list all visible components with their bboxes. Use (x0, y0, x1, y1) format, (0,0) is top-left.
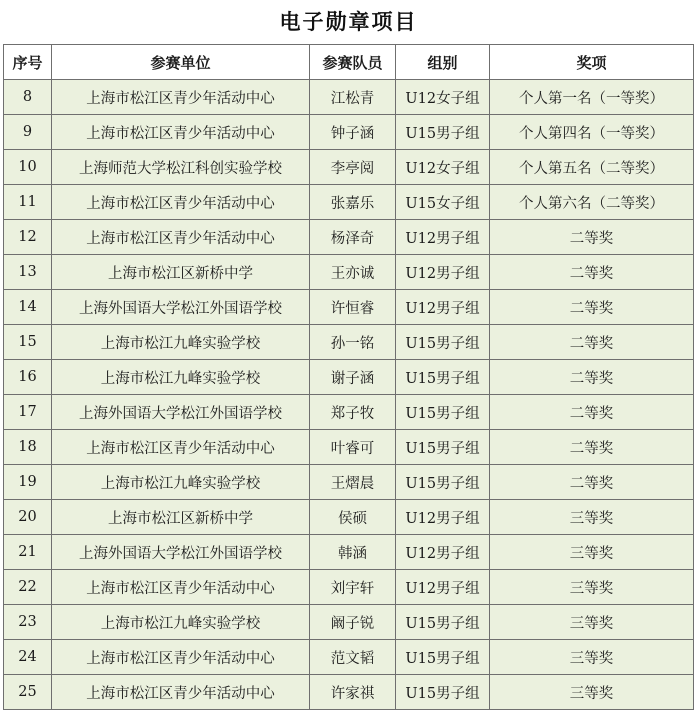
table-row (4, 395, 694, 430)
cell-member: 王亦诚 (310, 255, 396, 290)
cell-award: 个人第六名（二等奖） (490, 185, 694, 220)
cell-unit: 上海市松江区青少年活动中心 (52, 115, 310, 150)
page-title: 电子勋章项目 (279, 10, 418, 34)
cell-unit: 上海市松江区青少年活动中心 (52, 80, 310, 115)
cell-award: 三等奖 (490, 535, 694, 570)
cell-no: 15 (4, 325, 52, 360)
cell-member: 韩涵 (310, 535, 396, 570)
table-row (4, 360, 694, 395)
cell-unit: 上海市松江区青少年活动中心 (52, 185, 310, 220)
cell-no: 14 (4, 290, 52, 325)
cell-no: 17 (4, 395, 52, 430)
header-unit: 参赛单位 (52, 45, 310, 80)
table-row (4, 185, 694, 220)
cell-award: 个人第一名（一等奖） (490, 80, 694, 115)
cell-unit: 上海市松江区新桥中学 (52, 255, 310, 290)
cell-unit: 上海市松江九峰实验学校 (52, 360, 310, 395)
cell-award: 二等奖 (490, 220, 694, 255)
cell-group: U12男子组 (396, 535, 490, 570)
cell-group: U15男子组 (396, 605, 490, 640)
table-row (4, 255, 694, 290)
cell-no: 20 (4, 500, 52, 535)
cell-no: 11 (4, 185, 52, 220)
cell-unit: 上海师范大学松江科创实验学校 (52, 150, 310, 185)
cell-group: U12女子组 (396, 80, 490, 115)
cell-no: 23 (4, 605, 52, 640)
cell-no: 9 (4, 115, 52, 150)
cell-no: 24 (4, 640, 52, 675)
cell-unit: 上海市松江区青少年活动中心 (52, 675, 310, 710)
table-row (4, 80, 694, 115)
table-row (4, 150, 694, 185)
cell-unit: 上海外国语大学松江外国语学校 (52, 395, 310, 430)
cell-member: 侯硕 (310, 500, 396, 535)
awards-table (3, 44, 694, 710)
cell-unit: 上海市松江九峰实验学校 (52, 325, 310, 360)
cell-member: 孙一铭 (310, 325, 396, 360)
cell-group: U12男子组 (396, 290, 490, 325)
cell-unit: 上海市松江区青少年活动中心 (52, 220, 310, 255)
cell-group: U12男子组 (396, 220, 490, 255)
cell-unit: 上海外国语大学松江外国语学校 (52, 290, 310, 325)
cell-member: 李亭阅 (310, 150, 396, 185)
cell-award: 二等奖 (490, 360, 694, 395)
cell-unit: 上海市松江区青少年活动中心 (52, 430, 310, 465)
table-row (4, 430, 694, 465)
cell-member: 许家祺 (310, 675, 396, 710)
table-body (4, 80, 694, 710)
cell-group: U15男子组 (396, 675, 490, 710)
cell-no: 19 (4, 465, 52, 500)
cell-no: 22 (4, 570, 52, 605)
table-row (4, 500, 694, 535)
cell-group: U12男子组 (396, 500, 490, 535)
header-award: 奖项 (490, 45, 694, 80)
cell-award: 二等奖 (490, 290, 694, 325)
cell-award: 三等奖 (490, 675, 694, 710)
cell-award: 三等奖 (490, 570, 694, 605)
cell-member: 许恒睿 (310, 290, 396, 325)
cell-member: 钟子涵 (310, 115, 396, 150)
cell-member: 王熠晨 (310, 465, 396, 500)
cell-unit: 上海市松江区青少年活动中心 (52, 570, 310, 605)
cell-group: U15男子组 (396, 640, 490, 675)
cell-no: 8 (4, 80, 52, 115)
table-row (4, 570, 694, 605)
cell-no: 13 (4, 255, 52, 290)
cell-group: U15男子组 (396, 395, 490, 430)
cell-group: U15男子组 (396, 325, 490, 360)
cell-member: 刘宇轩 (310, 570, 396, 605)
cell-member: 阚子锐 (310, 605, 396, 640)
cell-member: 江松青 (310, 80, 396, 115)
table-row (4, 535, 694, 570)
cell-member: 范文韬 (310, 640, 396, 675)
cell-member: 郑子牧 (310, 395, 396, 430)
header-no: 序号 (4, 45, 52, 80)
cell-group: U15男子组 (396, 115, 490, 150)
cell-no: 12 (4, 220, 52, 255)
table-row (4, 605, 694, 640)
cell-group: U15男子组 (396, 430, 490, 465)
cell-award: 三等奖 (490, 500, 694, 535)
cell-group: U12男子组 (396, 255, 490, 290)
cell-award: 个人第五名（二等奖） (490, 150, 694, 185)
cell-group: U12男子组 (396, 570, 490, 605)
cell-unit: 上海市松江区新桥中学 (52, 500, 310, 535)
header-member: 参赛队员 (310, 45, 396, 80)
cell-unit: 上海外国语大学松江外国语学校 (52, 535, 310, 570)
cell-group: U12女子组 (396, 150, 490, 185)
table-row (4, 640, 694, 675)
header-row (4, 45, 694, 80)
cell-no: 16 (4, 360, 52, 395)
cell-member: 叶睿可 (310, 430, 396, 465)
cell-unit: 上海市松江九峰实验学校 (52, 465, 310, 500)
cell-award: 二等奖 (490, 255, 694, 290)
table-row (4, 465, 694, 500)
cell-no: 25 (4, 675, 52, 710)
cell-member: 谢子涵 (310, 360, 396, 395)
table-row (4, 675, 694, 710)
cell-member: 杨泽奇 (310, 220, 396, 255)
cell-award: 二等奖 (490, 395, 694, 430)
cell-no: 10 (4, 150, 52, 185)
cell-group: U15男子组 (396, 360, 490, 395)
cell-unit: 上海市松江区青少年活动中心 (52, 640, 310, 675)
cell-group: U15女子组 (396, 185, 490, 220)
cell-no: 21 (4, 535, 52, 570)
table-row (4, 325, 694, 360)
cell-award: 三等奖 (490, 605, 694, 640)
cell-member: 张嘉乐 (310, 185, 396, 220)
cell-award: 个人第四名（一等奖） (490, 115, 694, 150)
cell-award: 二等奖 (490, 325, 694, 360)
cell-award: 三等奖 (490, 640, 694, 675)
cell-no: 18 (4, 430, 52, 465)
table-row (4, 220, 694, 255)
cell-award: 二等奖 (490, 465, 694, 500)
cell-award: 二等奖 (490, 430, 694, 465)
cell-group: U15男子组 (396, 465, 490, 500)
cell-unit: 上海市松江九峰实验学校 (52, 605, 310, 640)
header-group: 组别 (396, 45, 490, 80)
table-row (4, 115, 694, 150)
table-row (4, 290, 694, 325)
